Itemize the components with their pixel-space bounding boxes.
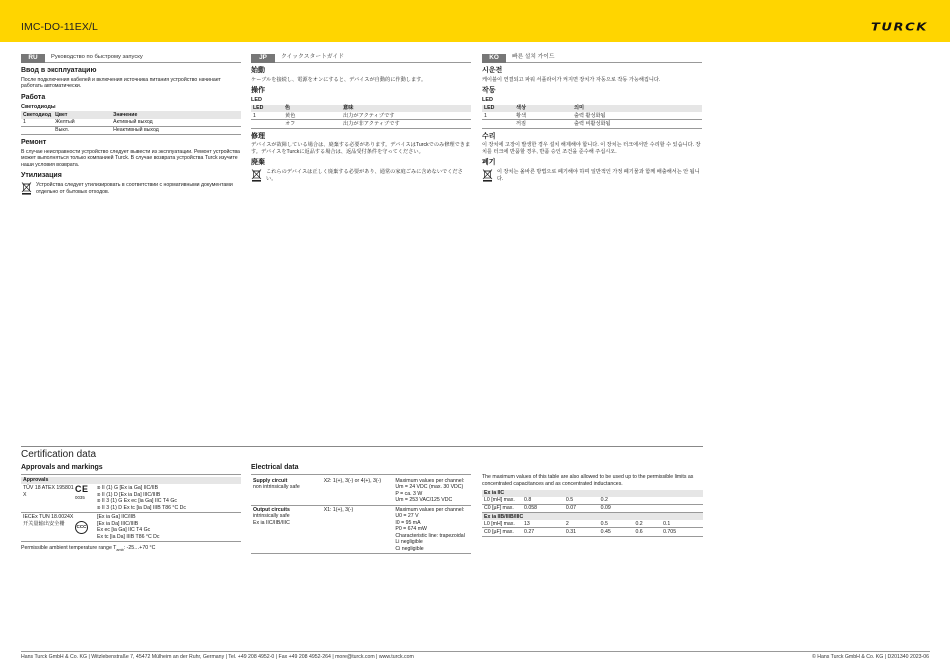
repair-text: デバイスが故障している場合は、廃棄する必要があります。デバイスはTurckでのみ修理できます。デバイスをTurckに返品する場合は、返品受付条件を守ってください。 bbox=[251, 142, 471, 155]
table-row bbox=[251, 120, 471, 128]
led-heading: LED bbox=[482, 97, 493, 103]
disposal-text: 이 장치는 올바른 방법으로 폐기해야 하며 일반적인 가정 폐기물과 함께 배출해서는 안 됩니다. bbox=[497, 169, 700, 182]
value-line: P = ca. 3 W bbox=[395, 490, 423, 497]
table-cell: 황색 bbox=[514, 112, 572, 120]
table-cell: Желтый bbox=[53, 119, 111, 127]
limits-table bbox=[482, 490, 703, 537]
operation-heading: Работа bbox=[21, 93, 46, 101]
repair-heading: 修理 bbox=[251, 132, 265, 140]
repair-text: В случае неисправности устройство следует вывести из эксплуатации. Ремонт устройства может выполняться только компанией Turck. В случае возврата устройства Turck изучите наши условия возврата. bbox=[21, 148, 240, 168]
table-cell: L0 [mH] max. bbox=[482, 497, 522, 505]
circuit-subtitle: intrinsically safe bbox=[253, 513, 290, 520]
certification-divider bbox=[21, 446, 703, 447]
table-header: 색상 bbox=[514, 105, 572, 112]
limits-section bbox=[482, 474, 703, 537]
circuit-title: Output circuits bbox=[253, 506, 290, 513]
startup-heading: Ввод в эксплуатацию bbox=[21, 67, 97, 74]
table-row bbox=[251, 112, 471, 120]
table-cell: オフ bbox=[283, 120, 341, 128]
table-cell: 0.07 bbox=[564, 505, 599, 513]
table-cell bbox=[482, 120, 514, 128]
led-table bbox=[21, 111, 241, 135]
section-jp bbox=[251, 54, 471, 182]
operation-heading: 操作 bbox=[251, 87, 265, 95]
table-cell: 出力が非アクティブです bbox=[341, 120, 471, 128]
table-cell: 0.8 bbox=[522, 497, 564, 505]
table-row bbox=[251, 506, 471, 555]
marking-line: [Ex ia Da] IIIC/IIIB bbox=[97, 520, 139, 527]
startup-heading: 始動 bbox=[251, 67, 265, 74]
table-cell: 13 bbox=[522, 520, 564, 528]
turck-logo: TURCK bbox=[870, 21, 928, 34]
startup-heading: 시운전 bbox=[482, 67, 503, 74]
marking-line: Ex ec [ia Ga] IIC T4 Gc bbox=[97, 527, 151, 534]
value-line: U0 = 27 V bbox=[395, 513, 419, 520]
table-cell: 2 bbox=[564, 520, 599, 528]
led-heading: LED bbox=[251, 97, 262, 103]
value-line: P0 = 674 mW bbox=[395, 526, 427, 533]
approvals-heading: Approvals and markings bbox=[21, 464, 241, 475]
ambient-value: : -25…+70 °C bbox=[123, 545, 156, 552]
table-header: Светодиод bbox=[23, 111, 52, 118]
certification-title: Certification data bbox=[21, 449, 97, 460]
table-cell: C0 [µF] max. bbox=[482, 505, 522, 513]
approvals-section bbox=[21, 464, 241, 553]
language-bar-ko bbox=[482, 54, 702, 63]
value-line: I0 = 95 mA bbox=[395, 519, 421, 526]
approval-number: TÜV 18 ATEX 195801 X bbox=[23, 485, 74, 498]
table-cell: 黄色 bbox=[283, 112, 341, 120]
startup-text: 케이블이 연결되고 파워 서플라이가 켜지면 장치가 자동으로 작동 가능해집니다. bbox=[482, 76, 661, 83]
marking-line: ⦻ II (1) G [Ex ia Ga] IIC/IIB bbox=[97, 485, 159, 492]
table-cell: 0.058 bbox=[522, 505, 564, 513]
table-cell bbox=[633, 505, 661, 513]
table-cell: Неактивный выход bbox=[111, 126, 241, 134]
startup-text: После подключения кабелей и включения источника питания устройство начинает работать автоматически. bbox=[21, 76, 221, 90]
language-code-ko: KO bbox=[482, 54, 506, 63]
table-cell: 0.6 bbox=[633, 528, 661, 536]
chinese-product-name: 开关量输出安全栅 bbox=[23, 520, 65, 527]
table-row bbox=[21, 119, 241, 127]
circuit-values bbox=[395, 507, 469, 553]
approvals-table-header: Approvals bbox=[21, 477, 241, 484]
table-row bbox=[21, 126, 241, 134]
electrical-section bbox=[251, 464, 471, 554]
led-heading: Светодиоды bbox=[21, 103, 56, 110]
disposal-block bbox=[482, 169, 702, 182]
crossed-bin-icon bbox=[482, 169, 493, 182]
language-title-ru: Руководство по быстрому запуску bbox=[51, 54, 143, 61]
table-cell: 0.1 bbox=[661, 520, 703, 528]
marking-line: ⦻ II 3 (1) D Ex tc [ia Da] IIIB T86 °C Dc bbox=[97, 504, 187, 511]
approval-marks bbox=[75, 514, 97, 540]
notified-body-number: 0035 bbox=[75, 495, 85, 501]
table-row bbox=[482, 520, 703, 528]
language-bar-ru bbox=[21, 54, 241, 63]
circuit-description bbox=[253, 478, 324, 504]
table-cell: 1 bbox=[482, 112, 514, 120]
footer-copyright: © Hans Turck GmbH & Co. KG | D201340 2023-06 bbox=[811, 654, 929, 660]
table-cell: 0.45 bbox=[599, 528, 634, 536]
table-cell: Активный выход bbox=[111, 119, 241, 127]
limits-group-title: Ex ia IIC bbox=[482, 490, 703, 497]
ccc-mark-icon: CCC bbox=[75, 521, 88, 534]
limits-group-title: Ex ia IIB/IIIB/IIIC bbox=[482, 513, 703, 521]
footer-address: Hans Turck GmbH & Co. KG | Witzlebenstraße 7, 45472 Mülheim an der Ruhr, Germany | Tel. +49 208 4952-0 | Fax +49 208 4952-264 | more@turck.com | www.turck.com bbox=[21, 654, 414, 660]
table-cell bbox=[633, 497, 661, 505]
limits-note: The maximum values of this table are also allowed to be used up to the permissible limits as concentrated capacitances and as concentrated inductances. bbox=[482, 474, 694, 487]
table-cell: 0.31 bbox=[564, 528, 599, 536]
table-cell: 출력 활성화됨 bbox=[572, 112, 702, 120]
disposal-heading: 廃棄 bbox=[251, 159, 265, 167]
table-cell: 0.09 bbox=[599, 505, 634, 513]
circuit-terminals: X1: 1(+), 3(-) bbox=[323, 506, 354, 513]
table-cell: 1 bbox=[21, 119, 53, 127]
table-cell bbox=[661, 505, 703, 513]
table-header: LED bbox=[251, 105, 283, 112]
marking-line: ⦻ II 3 (1) G Ex ec [ia Ga] IIC T4 Gc bbox=[97, 498, 178, 505]
table-cell bbox=[661, 497, 703, 505]
table-cell bbox=[251, 120, 283, 128]
crossed-bin-icon bbox=[21, 182, 32, 195]
table-cell: 0.5 bbox=[599, 520, 634, 528]
table-header: Цвет bbox=[53, 111, 111, 118]
table-row bbox=[482, 505, 703, 513]
value-line: Maximum values per channel: bbox=[395, 506, 465, 513]
language-bar-jp bbox=[251, 54, 471, 63]
circuit-description bbox=[253, 507, 324, 553]
circuit-title: Supply circuit bbox=[253, 477, 288, 484]
table-header: 色 bbox=[283, 105, 341, 112]
approval-markings bbox=[97, 485, 186, 511]
table-cell: 0.27 bbox=[522, 528, 564, 536]
table-cell: 0.705 bbox=[661, 528, 703, 536]
repair-text: 이 장치에 고장이 발생한 경우 설치 해제해야 합니다. 이 장치는 터크에서만 수리할 수 있습니다. 장치를 터크에 반품할 경우, 반품 승인 조건을 준수해 주십시오. bbox=[482, 142, 701, 155]
header-bar bbox=[0, 0, 950, 42]
value-line: Characteristic line: trapezoidal bbox=[395, 532, 465, 539]
iecex-number: IECEx TUN 18.0024X bbox=[23, 514, 74, 521]
disposal-heading: 폐기 bbox=[482, 159, 496, 167]
operation-heading: 작동 bbox=[482, 87, 496, 95]
circuit-protection: Ex ia IIC/IIB/IIIC bbox=[253, 519, 290, 526]
section-ru bbox=[21, 54, 241, 195]
disposal-heading: Утилизация bbox=[21, 172, 62, 180]
ambient-subscript: amb bbox=[116, 548, 124, 553]
marking-line: [Ex ia Ga] IIC/IIB bbox=[97, 514, 136, 521]
repair-heading: 수리 bbox=[482, 132, 496, 140]
section-ko bbox=[482, 54, 702, 182]
language-code-ru: RU bbox=[21, 54, 45, 63]
table-row bbox=[21, 513, 241, 542]
disposal-block bbox=[251, 169, 471, 182]
ambient-label: Permissible ambient temperature range T bbox=[21, 545, 117, 552]
table-cell: 0.2 bbox=[633, 520, 661, 528]
value-line: Maximum values per channel: bbox=[395, 477, 465, 484]
disposal-text: Устройства следует утилизировать в соответствии с нормативными документами отдельно от бытовых отходов. bbox=[36, 182, 233, 195]
value-line: Li negligible bbox=[395, 539, 423, 546]
startup-text: ケーブルを接続し、電源をオンにすると、デバイスが自動的に作動します。 bbox=[251, 76, 427, 83]
electrical-heading: Electrical data bbox=[251, 464, 471, 475]
table-header: LED bbox=[482, 105, 514, 112]
table-row bbox=[482, 528, 703, 536]
table-header: Значение bbox=[111, 111, 241, 118]
footer-divider bbox=[21, 651, 930, 652]
language-code-jp: JP bbox=[251, 54, 275, 63]
disposal-block bbox=[21, 182, 241, 195]
table-cell: 0.2 bbox=[599, 497, 634, 505]
language-title-ko: 빠른 설치 가이드 bbox=[512, 54, 555, 61]
table-row bbox=[482, 497, 703, 505]
repair-heading: Ремонт bbox=[21, 139, 47, 147]
table-row bbox=[482, 120, 702, 128]
table-header: 의미 bbox=[572, 105, 702, 112]
value-line: Um = 24 VDC (max. 30 VDC) bbox=[395, 484, 464, 491]
disposal-text: これらのデバイスは正しく廃棄する必要があり、通常の家庭ごみに含めないでください。 bbox=[266, 169, 463, 182]
table-cell: 1 bbox=[251, 112, 283, 120]
table-cell: C0 [µF] max. bbox=[482, 528, 522, 536]
crossed-bin-icon bbox=[251, 169, 262, 182]
table-cell: 꺼짐 bbox=[514, 120, 572, 128]
table-cell: 출력 비활성화됨 bbox=[572, 120, 702, 128]
ambient-temperature bbox=[21, 545, 241, 553]
value-line: Um = 253 VAC/125 VDC bbox=[395, 497, 453, 504]
language-title-jp: クイックスタートガイド bbox=[281, 54, 344, 61]
table-cell: 出力がアクティブです bbox=[341, 112, 471, 120]
table-header: 意味 bbox=[341, 105, 471, 112]
table-cell: Выкл. bbox=[53, 126, 111, 134]
table-cell bbox=[21, 126, 53, 134]
approval-marks bbox=[75, 485, 97, 511]
circuit-terminals: X2: 1(+), 3(-) or 4(+), 3(-) bbox=[323, 477, 382, 484]
approval-number bbox=[23, 514, 75, 540]
value-line: Ci negligible bbox=[395, 545, 424, 552]
approval-markings bbox=[97, 514, 160, 540]
led-table bbox=[251, 105, 471, 129]
ce-mark-icon: CE bbox=[75, 484, 89, 495]
table-row bbox=[482, 112, 702, 120]
led-table bbox=[482, 105, 702, 129]
table-row bbox=[251, 477, 471, 506]
table-cell: 0.5 bbox=[564, 497, 599, 505]
document-title: IMC-DO-11EX/L bbox=[21, 21, 98, 33]
table-row bbox=[21, 484, 241, 513]
table-cell: L0 [mH] max. bbox=[482, 520, 522, 528]
circuit-subtitle: non intrinsically safe bbox=[253, 484, 300, 491]
marking-line: Ex tc [ia Da] IIIB T86 °C Dc bbox=[97, 533, 160, 540]
marking-line: ⦻ II (1) D [Ex ia Da] IIIC/IIIB bbox=[97, 491, 161, 498]
circuit-values bbox=[395, 478, 469, 504]
